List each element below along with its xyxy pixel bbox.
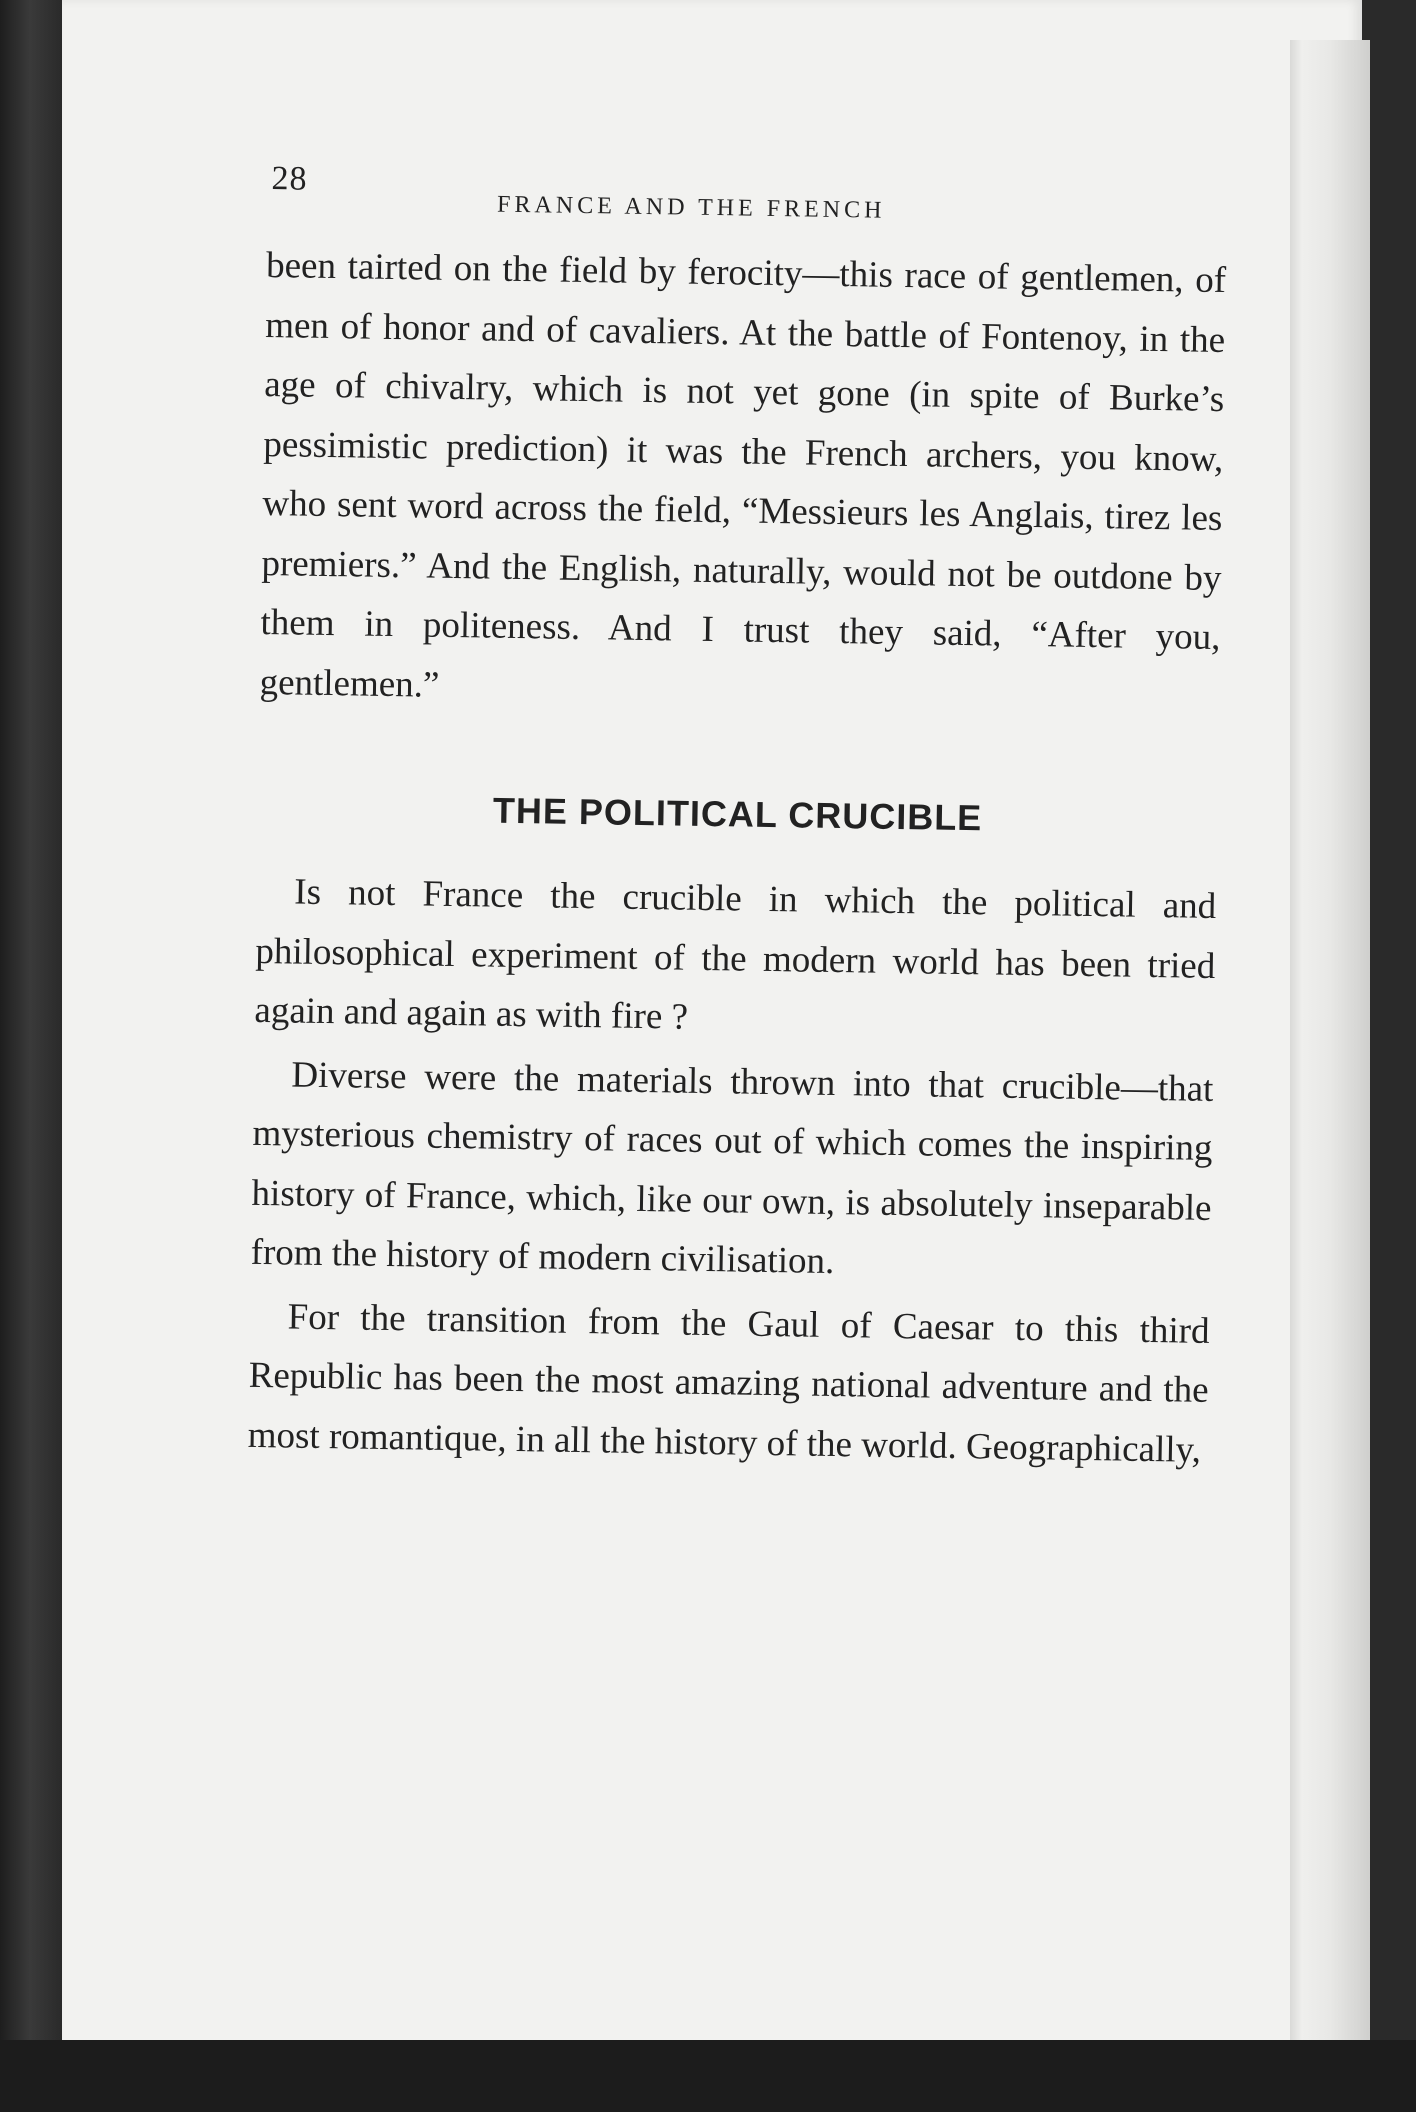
scan-border-bottom	[0, 2040, 1416, 2112]
page-text-block	[247, 150, 1228, 1480]
section-paragraph-3: For the transition from the Gaul of Caesar to this third Republic has been the most amazing national adventure and the most romantique, in all the history of the world. Geographically,	[247, 1295, 1210, 1471]
section-heading: THE POLITICAL CRUCIBLE	[492, 789, 983, 839]
page-number: 28	[271, 160, 308, 198]
section-paragraph-2: Diverse were the materials thrown into that crucible—that mysterious chemistry of races out of which comes the inspiring history of France, which, like our own, is absolutely inseparable from the history of modern civilisation.	[250, 1053, 1214, 1283]
running-title: FRANCE AND THE FRENCH	[496, 191, 886, 224]
page-edge-shadow	[1290, 40, 1370, 2080]
section-paragraph-1: Is not France the crucible in which the political and philosophical experiment of the modern world has been tried again and again as with fire ?	[254, 871, 1217, 1038]
running-head	[267, 150, 1228, 245]
paragraph-continued: been tairted on the field by ferocity—this race of gentlemen, of men of honor and of cavaliers. At the battle of Fontenoy, in the age of chivalry, which is not yet gone (in spite of Burke’s pessimistic prediction) it was the French archers, you know, who sent word across the field, “Messieurs les Anglais, tirez les premiers.” And the English, naturally, would not be outdone by them in politeness. And I trust they said, “After you, gentlemen.”	[259, 244, 1227, 706]
